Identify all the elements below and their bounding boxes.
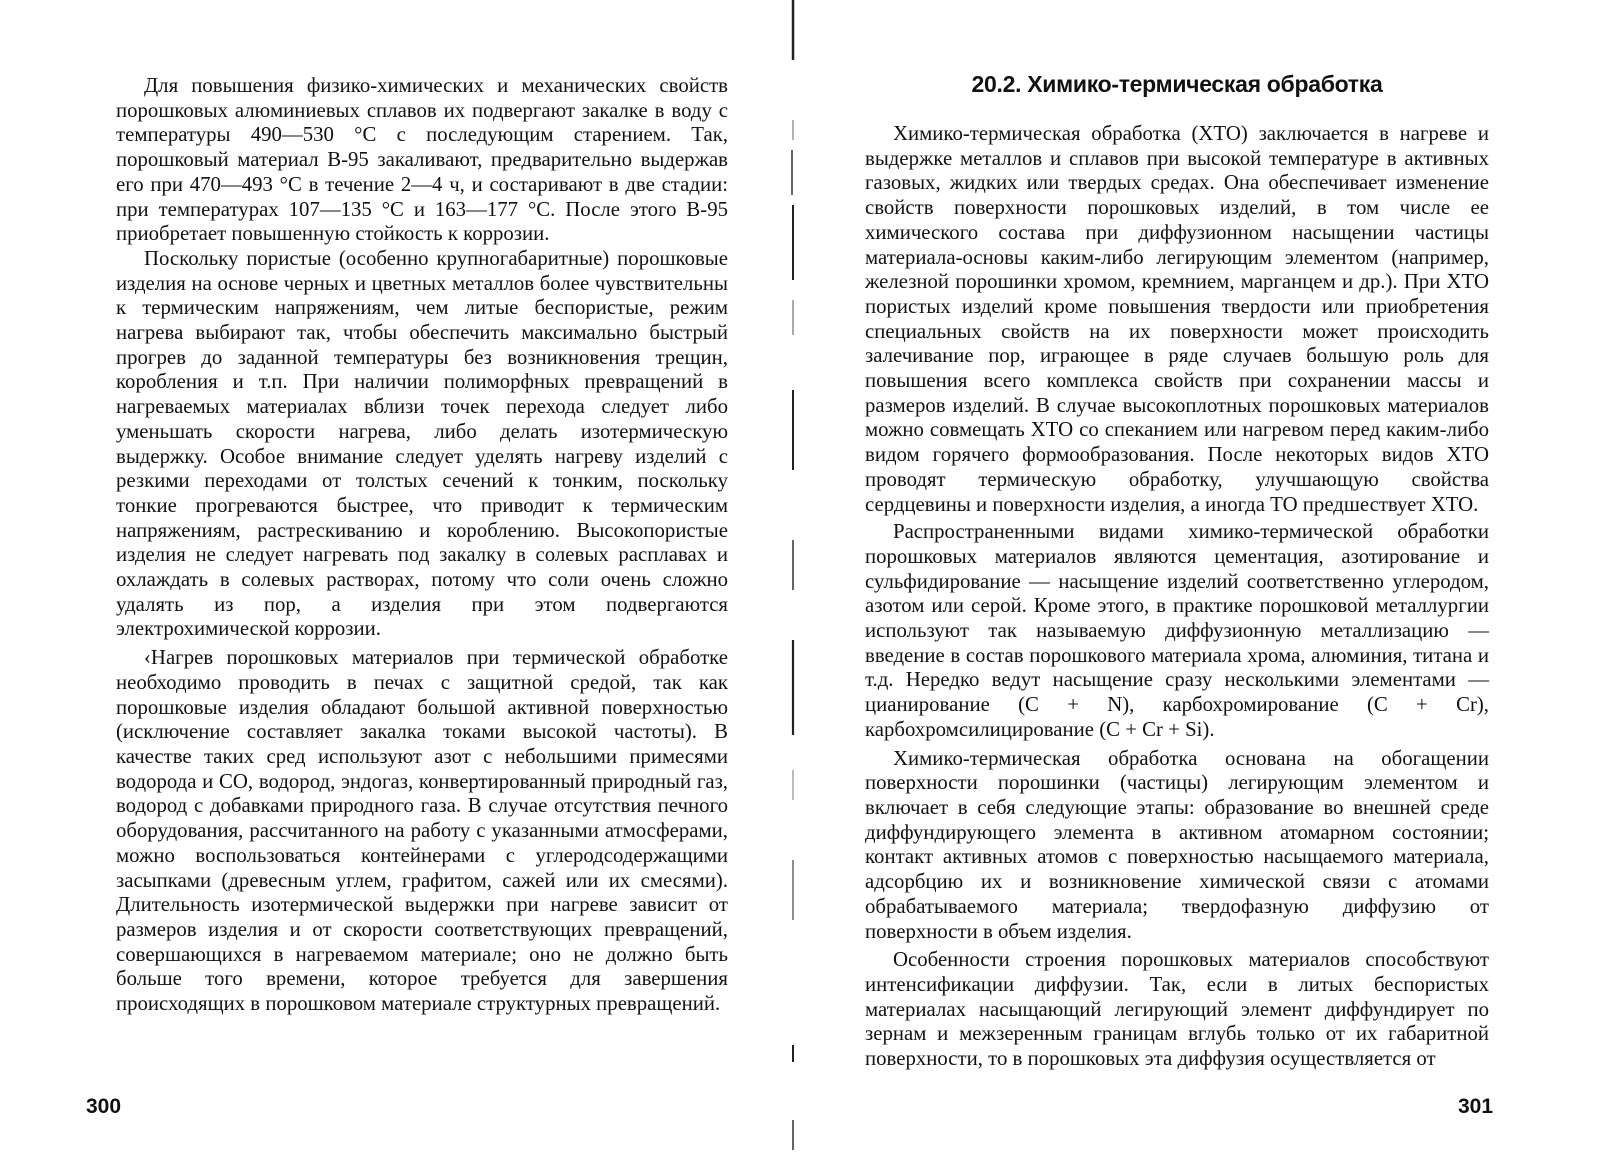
right-page-text — [865, 122, 1489, 1072]
section-heading: 20.2. Химико-термическая обработка — [971, 71, 1383, 97]
left-page — [0, 0, 790, 1166]
paragraph: ‹Нагрев порошковых материалов при термической обработке необходимо проводить в печах с защитной средой, так как порошковые изделия обладают большой активной поверхностью (исключение составляет закалка токами высокой частоты). В качестве таких сред используют азот с небольшими примесями водорода и СО, водород, эндогаз, конвертированный природный газ, водород с добавками природного газа. В случае отсутствия печного оборудования, рассчитанного на работу с указанными атмосферами, можно воспользоваться контейнерами с углеродсодержащими засыпками (древесным углем, графитом, сажей или их смесями). Длительность изотермической выдержки при нагреве зависит от размеров изделия и от скорости соответствующих превращений, совершающихся в нагреваемом материале; оно не должно быть больше того времени, которое требуется для завершения происходящих в порошковом материале структурных превращений. — [116, 646, 728, 1016]
paragraph: Особенности строения порошковых материалов способствуют интенсификации диффузии. Так, если в литых беспористых материалах насыщающий легирующий элемент диффундирует по зернам и межзеренным границам вглубь только от их габаритной поверхности, то в порошковых эта диффузия осуществляется от — [865, 948, 1489, 1071]
paragraph: Химико-термическая обработка основана на обогащении поверхности порошинки (частицы) легирующим элементом и включает в себя следующие этапы: образование во внешней среде диффундирующего элемента в активном атомарном состоянии; контакт активных атомов с поверхностью насыщаемого материала, адсорбцию их и возникновение химической связи с атомами обрабатываемого материала; твердофазную диффузию от поверхности в объем изделия. — [865, 746, 1489, 943]
paragraph: Химико-термическая обработка (ХТО) заключается в нагреве и выдержке металлов и сплавов при высокой температуре в активных газовых, жидких или твердых средах. Она обеспечивает изменение свойств поверхности порошковых изделий, в том числе ее химического состава при диффузионном насыщении частицы материала-основы каким-либо легирующим элементом (например, железной порошинки хромом, кремнием, марганцем и др.). При ХТО пористых изделий кроме повышения твердости или приобретения специальных свойств на их поверхности может происходить залечивание пор, играющее в ряде случаев большую роль для повышения всего комплекса свойств при сохранении массы и размеров изделий. В случае высокоплотных порошковых материалов можно совмещать ХТО со спеканием или нагревом перед каким-либо видом горячего формообразования. После некоторых видов ХТО проводят термическую обработку, улучшающую свойства сердцевины и поверхности изделия, а иногда ТО предшествует ХТО. — [865, 122, 1489, 516]
paragraph: Поскольку пористые (особенно крупногабаритные) порошковые изделия на основе черных и цветных металлов более чувствительны к термическим напряжениям, чем литые беспористые, режим нагрева выбирают так, чтобы обеспечить максимально быстрый прогрев до заданной температуры без возникновения трещин, коробления и т.п. При наличии полиморфных превращений в нагреваемых материалах вблизи точек перехода следует либо уменьшать скорости нагрева, либо делать изотермическую выдержку. Особое внимание следует уделять нагреву изделий с резкими переходами от толстых сечений к тонким, поскольку тонкие прогреваются быстрее, что приводит к термическим напряжениям, растрескиванию и короблению. Высокопористые изделия не следует нагревать под закалку в солевых расплавах и охлаждать в солевых растворах, потому что соли очень сложно удалять из пор, а изделия при этом подвергаются электрохимической коррозии. — [116, 246, 728, 641]
paragraph: Распространенными видами химико-термической обработки порошковых материалов являются цементация, азотирование и сульфидирование — насыщение изделий соответственно углеродом, азотом или серой. Кроме этого, в практике порошковой металлургии используют так называемую диффузионную металлизацию — введение в состав порошкового материала хрома, алюминия, титана и т.д. Нередко ведут насыщение сразу несколькими элементами — цианирование (С + N), карбохромирование (С + Cr), карбохромсилицирование (С + Cr + Si). — [865, 520, 1489, 741]
right-page — [810, 0, 1601, 1166]
book-gutter — [788, 0, 800, 1166]
page-number: 301 — [1458, 1095, 1494, 1118]
left-page-text — [116, 74, 728, 1017]
page-number: 300 — [86, 1095, 122, 1118]
paragraph: Для повышения физико-химических и механических свойств порошковых алюминиевых сплавов их подвергают закалке в воду с температуры 490—530 °С с последующим старением. Так, порошковый материал В-95 закаливают, предварительно выдержав его при 470—493 °С в течение 2—4 ч, и состаривают в две стадии: при температурах 107—135 °С и 163—177 °С. После этого В-95 приобретает повышенную стойкость к коррозии. — [116, 74, 728, 246]
